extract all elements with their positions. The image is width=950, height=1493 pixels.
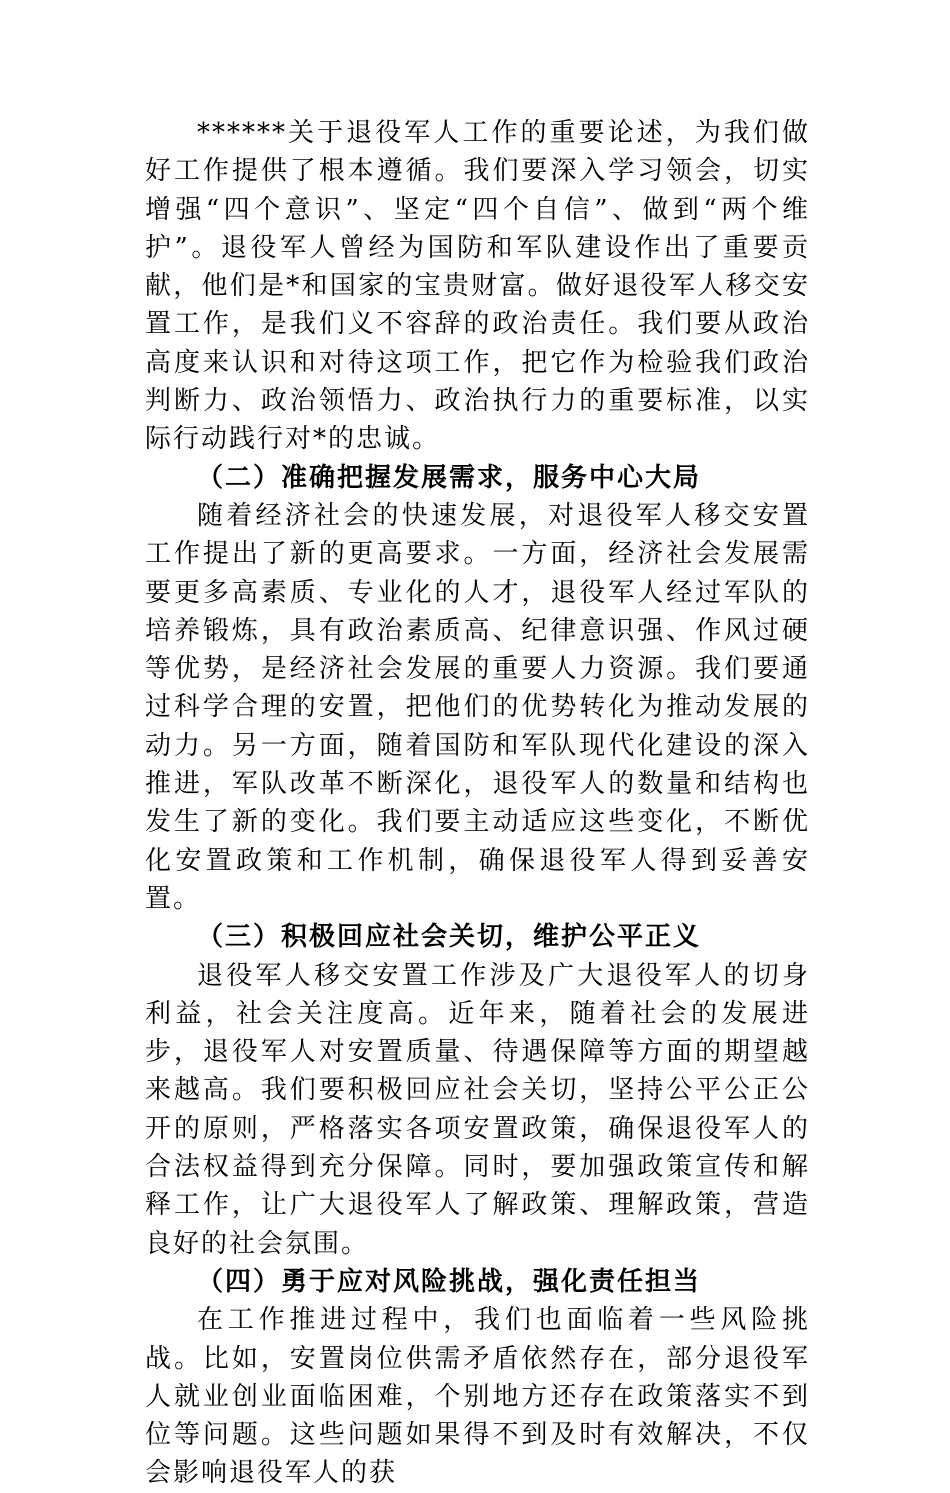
document-body [145, 114, 810, 1493]
section-heading: （三）积极回应社会关切，维护公平正义 [197, 922, 702, 953]
section-heading: （二）准确把握发展需求，服务中心大局 [197, 462, 702, 493]
paragraph-body: 随着经济社会的快速发展，对退役军人移交安置工作提出了新的更高要求。一方面，经济社会发展需要更多高素质、专业化的人才，退役军人经过军队的培养锻炼，具有政治素质高、纪律意识强、作风过硬等优势，是经济社会发展的重要人力资源。我们要通过科学合理的安置，把他们的优势转化为推动发展的动力。另一方面，随着国防和军队现代化建设的深入推进，军队改革不断深化，退役军人的数量和结构也发生了新的变化。我们要主动适应这些变化，不断优化安置政策和工作机制，确保退役军人得到妥善安置。 [145, 500, 810, 914]
paragraph-body: 退役军人移交安置工作涉及广大退役军人的切身利益，社会关注度高。近年来，随着社会的发展进步，退役军人对安置质量、待遇保障等方面的期望越来越高。我们要积极回应社会关切，坚持公平公正公开的原则，严格落实各项安置政策，确保退役军人的合法权益得到充分保障。同时，要加强政策宣传和解释工作，让广大退役军人了解政策、理解政策，营造良好的社会氛围。 [145, 960, 810, 1259]
paragraph-body: ******关于退役军人工作的重要论述，为我们做好工作提供了根本遵循。我们要深入学习领会，切实增强“四个意识”、坚定“四个自信”、做到“两个维护”。退役军人曾经为国防和军队建设作出了重要贡献，他们是*和国家的宝贵财富。做好退役军人移交安置工作，是我们义不容辞的政治责任。我们要从政治高度来认识和对待这项工作，把它作为检验我们政治判断力、政治领悟力、政治执行力的重要标准，以实际行动践行对*的忠诚。 [145, 118, 810, 455]
section-heading: （四）勇于应对风险挑战，强化责任担当 [197, 1266, 702, 1297]
paragraph-body: 在工作推进过程中，我们也面临着一些风险挑战。比如，安置岗位供需矛盾依然存在，部分退役军人就业创业面临困难，个别地方还存在政策落实不到位等问题。这些问题如果得不到及时有效解决，不仅会影响退役军人的获 [145, 1305, 810, 1489]
